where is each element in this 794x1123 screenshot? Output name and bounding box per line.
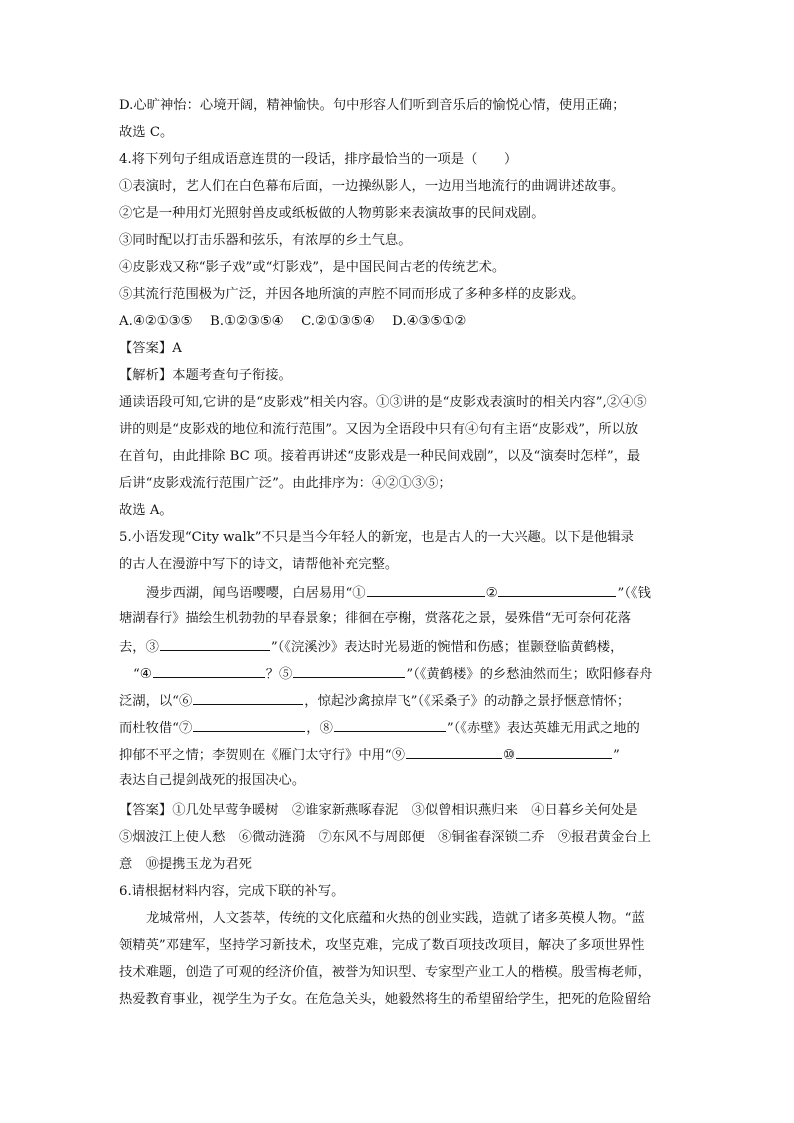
passage-text: ② xyxy=(485,586,498,601)
q6-material-line-1: 龙城常州，人文荟萃，传统的文化底蕴和火热的创业实践，造就了诸多英模人物。“蓝 xyxy=(146,911,645,926)
blank-4[interactable] xyxy=(153,663,265,678)
analysis-tag: 【解析】 xyxy=(119,368,173,383)
passage-text: 去，③ xyxy=(119,640,159,655)
blank-10[interactable] xyxy=(516,744,612,759)
blank-5[interactable] xyxy=(293,663,405,678)
blank-6[interactable] xyxy=(193,690,303,705)
q6-material-line-2: 领精英”邓建军，坚持学习新技术，攻坚克难，完成了数百项技改项目，解决了多项世界性 xyxy=(119,938,645,953)
blank-7[interactable] xyxy=(193,717,305,732)
answer-value: A xyxy=(172,341,182,356)
q4-analysis-line-1: 通读语段可知,它讲的是“皮影戏”相关内容。①③讲的是“皮影戏表演时的相关内容”,②④⑤ xyxy=(119,395,647,410)
q4-analysis-line-3: 在首句，由此排除 BC 项。接着再讲述“皮影戏是一种民间戏剧”，以及“演奏时怎样”，最 xyxy=(119,449,641,464)
passage-text: ，惊起沙禽掠岸飞”（《采桑子》的动静之景抒惬意情怀； xyxy=(304,694,631,709)
blank-2[interactable] xyxy=(498,582,616,597)
q4-answer xyxy=(119,339,681,361)
q5-answer-line-3: 意 ⑩提携玉龙为君死 xyxy=(119,857,252,872)
passage-text: ”（《黄鹤楼》的乡愁油然而生；欧阳修春舟 xyxy=(406,667,653,682)
blank-3[interactable] xyxy=(160,636,270,651)
option-d-explanation: D.心旷神怡：心境开阔，精神愉快。句中形容人们听到音乐后的愉悦心情，使用正确； xyxy=(119,98,626,113)
passage-text: 漫步西湖，闻鸟语嘤嘤，白居易用“① xyxy=(146,586,366,601)
q5-stem-line-1: 5.小语发现“City walk”不只是当今年轻人的新宠，也是古人的一大兴趣。以下是他辑录 xyxy=(119,530,634,545)
analysis-intro: 本题考查句子衔接。 xyxy=(172,368,292,383)
passage-text: 泛湖，以“⑥ xyxy=(119,694,193,709)
passage-text: ”（《赤壁》表达英雄无用武之地的 xyxy=(446,721,640,736)
q4-stem: 4.将下列句子组成语意连贯的一段话，排序最恰当的一项是（ ） xyxy=(119,152,518,167)
passage-text: ”（《钱 xyxy=(617,586,651,601)
passage-text: “④ xyxy=(133,667,152,682)
q5-passage-line-3 xyxy=(119,636,681,658)
q4-sentence-2: ②它是一种用灯光照射兽皮或纸板做的人物剪影来表演故事的民间戏剧。 xyxy=(119,206,545,221)
blank-9[interactable] xyxy=(406,744,502,759)
answer-tag: 【答案】 xyxy=(119,341,173,356)
q5-passage-line-1 xyxy=(146,582,681,604)
passage-text: ⑩ xyxy=(503,748,515,763)
q4-options: A.④②①③⑤ B.①②③⑤④ C.②①③⑤④ D.④③⑤①② xyxy=(119,314,467,329)
prev-conclusion: 故选 C。 xyxy=(119,125,174,140)
q5-passage-line-4 xyxy=(119,663,681,685)
q6-material-line-3: 技术难题，创造了可观的经济价值，被誉为知识型、专家型产业工人的楷模。殷雪梅老师， xyxy=(119,965,651,980)
blank-1[interactable] xyxy=(367,582,485,597)
passage-text: 而杜牧借“⑦ xyxy=(119,721,193,736)
q5-passage-line-6 xyxy=(119,717,681,739)
passage-text: ”（《浣溪沙》表达时光易逝的惋惜和伤感；崔颢登临黄鹤楼， xyxy=(270,640,624,655)
q5-passage-line-5 xyxy=(119,690,681,712)
answer-text: ①几处早莺争暖树 ②谁家新燕啄春泥 ③似曾相识燕归来 ④日暮乡关何处是 xyxy=(172,803,638,818)
q4-analysis-line-2: 讲的则是“皮影戏的地位和流行范围”。又因为全语段中只有④句有主语“皮影戏”，所以放 xyxy=(119,422,639,437)
q5-passage-line-2: 塘湖春行》描绘生机勃勃的早春景象；徘徊在亭榭，赏落花之景，晏殊借“无可奈何花落 xyxy=(119,611,632,626)
passage-text: ” xyxy=(612,748,620,763)
q5-passage-line-8: 表达自己提剑战死的报国决心。 xyxy=(119,773,306,788)
passage-text: 抑郁不平之情；李贺则在《雁门太守行》中用“⑨ xyxy=(119,748,406,763)
q4-analysis-heading xyxy=(119,366,681,388)
q4-sentence-3: ③同时配以打击乐器和弦乐，有浓厚的乡土气息。 xyxy=(119,233,412,248)
q5-passage-line-7 xyxy=(119,744,681,766)
q4-sentence-5: ⑤其流行范围极为广泛，并因各地所演的声腔不同而形成了多种多样的皮影戏。 xyxy=(119,287,585,302)
q4-conclusion: 故选 A。 xyxy=(119,503,173,518)
passage-text: ，⑧ xyxy=(306,721,333,736)
q5-stem-line-2: 的古人在漫游中写下的诗文，请帮他补充完整。 xyxy=(119,557,399,572)
q5-answer-line-1 xyxy=(119,801,681,823)
q4-sentence-4: ④皮影戏又称“影子戏”或“灯影戏”，是中国民间古老的传统艺术。 xyxy=(119,260,506,275)
q6-stem: 6.请根据材料内容，完成下联的补写。 xyxy=(119,884,345,899)
blank-8[interactable] xyxy=(334,717,446,732)
passage-text: ？⑤ xyxy=(265,667,293,682)
q4-analysis-line-4: 后讲“皮影戏流行范围广泛”。由此排序为：④②①③⑤； xyxy=(119,476,452,491)
q5-answer-line-2: ⑤烟波江上使人愁 ⑥微动涟漪 ⑦东风不与周郎便 ⑧铜雀春深锁二乔 ⑨报君黄金台上 xyxy=(119,830,651,845)
q4-sentence-1: ①表演时，艺人们在白色幕布后面，一边操纵影人，一边用当地流行的曲调讲述故事。 xyxy=(119,179,625,194)
answer-tag: 【答案】 xyxy=(119,803,173,818)
q6-material-line-4: 热爱教育事业，视学生为子女。在危急关头，她毅然将生的希望留给学生，把死的危险留给 xyxy=(119,992,651,1007)
